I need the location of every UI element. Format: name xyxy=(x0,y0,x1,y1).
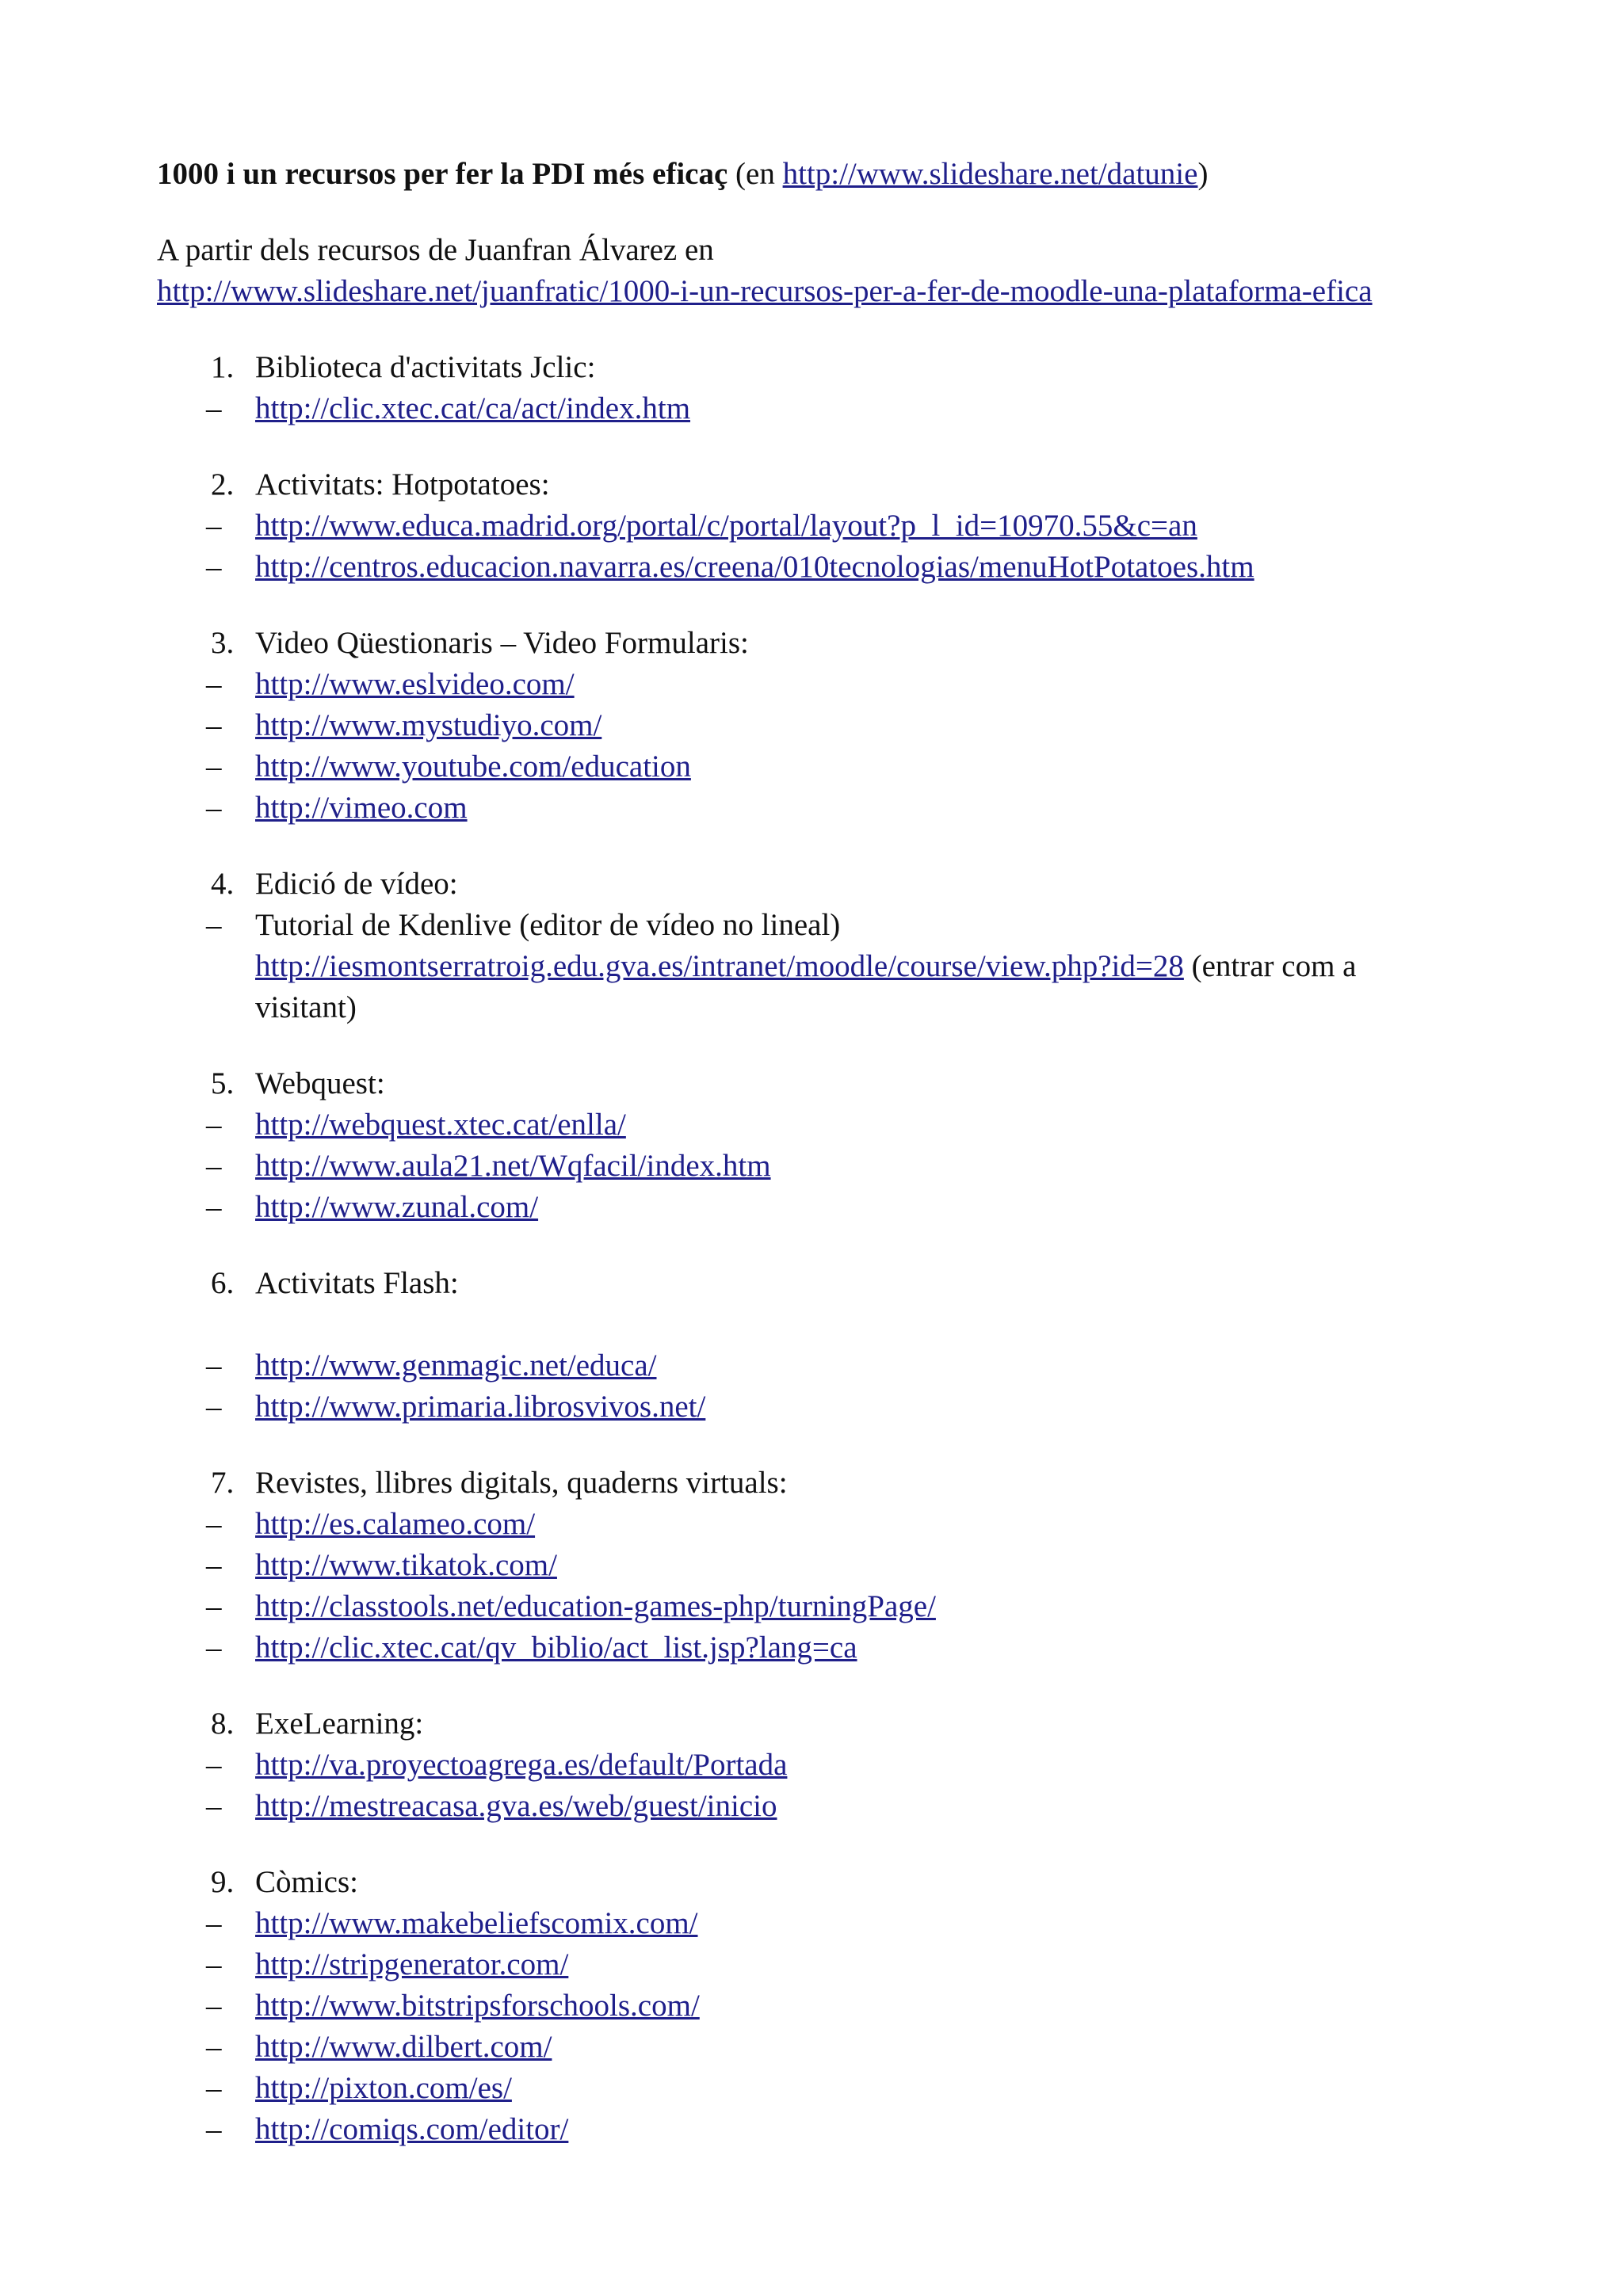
section-3 xyxy=(157,623,1552,829)
dash-bullet: – xyxy=(206,908,222,942)
resource-link[interactable]: http://www.bitstripsforschools.com/ xyxy=(255,1989,700,2023)
dash-bullet: – xyxy=(206,509,222,543)
document-content xyxy=(157,154,1552,2150)
section-number: 4. xyxy=(211,867,235,901)
title-post: ) xyxy=(1197,157,1209,191)
intro-link[interactable]: http://www.slideshare.net/juanfratic/1000-i-un-recursos-per-a-fer-de-moodle-una-plataforma-efica xyxy=(157,274,1373,308)
resource-link[interactable]: http://www.educa.madrid.org/portal/c/portal/layout?p_l_id=10970.55&c=an xyxy=(255,509,1197,543)
resource-link[interactable]: http://www.genmagic.net/educa/ xyxy=(255,1348,657,1383)
section-number: 7. xyxy=(211,1466,235,1500)
dash-bullet: – xyxy=(206,1348,222,1383)
resource-link[interactable]: http://www.zunal.com/ xyxy=(255,1190,539,1224)
section-label: ExeLearning: xyxy=(255,1707,424,1741)
dash-bullet: – xyxy=(206,1190,222,1224)
blank-line xyxy=(157,1304,1552,1345)
section-label: Revistes, llibres digitals, quaderns virtuals: xyxy=(255,1466,788,1500)
dash-bullet: – xyxy=(206,1789,222,1823)
section-number: 1. xyxy=(211,350,235,384)
resource-link[interactable]: http://mestreacasa.gva.es/web/guest/inicio xyxy=(255,1789,777,1823)
section-6 xyxy=(157,1263,1552,1428)
resource-link[interactable]: http://www.mystudiyo.com/ xyxy=(255,708,602,742)
section-number: 9. xyxy=(211,1865,235,1899)
resource-link[interactable]: http://webquest.xtec.cat/enlla/ xyxy=(255,1108,626,1142)
dash-bullet: – xyxy=(206,1507,222,1541)
dash-bullet: – xyxy=(206,791,222,825)
section-2 xyxy=(157,464,1552,588)
section-9 xyxy=(157,1862,1552,2150)
intro-text: A partir dels recursos de Juanfran Álvarez en xyxy=(157,233,714,267)
resource-link[interactable]: http://www.youtube.com/education xyxy=(255,749,691,784)
resource-link[interactable]: http://www.eslvideo.com/ xyxy=(255,667,575,701)
tutorial-link[interactable]: http://iesmontserratroig.edu.gva.es/intranet/moodle/course/view.php?id=28 xyxy=(255,949,1184,983)
resource-link[interactable]: http://www.tikatok.com/ xyxy=(255,1548,557,1582)
dash-bullet: – xyxy=(206,667,222,701)
tutorial-note: (entrar com a xyxy=(1183,949,1357,983)
tutorial-text: Tutorial de Kdenlive (editor de vídeo no lineal) xyxy=(255,908,841,942)
resource-link[interactable]: http://vimeo.com xyxy=(255,791,468,825)
dash-bullet: – xyxy=(206,1149,222,1183)
dash-bullet: – xyxy=(206,1548,222,1582)
section-label: Activitats: Hotpotatoes: xyxy=(255,467,550,502)
resource-link[interactable]: http://clic.xtec.cat/qv_biblio/act_list.jsp?lang=ca xyxy=(255,1630,857,1665)
resource-link[interactable]: http://va.proyectoagrega.es/default/Portada xyxy=(255,1748,788,1782)
section-label: Webquest: xyxy=(255,1066,385,1100)
dash-bullet: – xyxy=(206,1947,222,1981)
dash-bullet: – xyxy=(206,1989,222,2023)
section-8 xyxy=(157,1703,1552,1827)
section-number: 2. xyxy=(211,467,235,502)
dash-bullet: – xyxy=(206,1589,222,1623)
section-label: Còmics: xyxy=(255,1865,359,1899)
resource-link[interactable]: http://www.aula21.net/Wqfacil/index.htm xyxy=(255,1149,771,1183)
title-link[interactable]: http://www.slideshare.net/datunie xyxy=(782,157,1198,191)
section-number: 8. xyxy=(211,1707,235,1741)
dash-bullet: – xyxy=(206,749,222,784)
dash-bullet: – xyxy=(206,1630,222,1665)
tutorial-note-cont: visitant) xyxy=(255,990,357,1024)
section-label: Edició de vídeo: xyxy=(255,867,458,901)
section-label: Activitats Flash: xyxy=(255,1266,459,1300)
dash-bullet: – xyxy=(206,2071,222,2105)
resource-link[interactable]: http://es.calameo.com/ xyxy=(255,1507,536,1541)
resource-link[interactable]: http://comiqs.com/editor/ xyxy=(255,2112,569,2146)
section-number: 5. xyxy=(211,1066,235,1100)
resource-link[interactable]: http://classtools.net/education-games-php/turningPage/ xyxy=(255,1589,936,1623)
dash-bullet: – xyxy=(206,550,222,584)
dash-bullet: – xyxy=(206,1748,222,1782)
resource-link[interactable]: http://www.makebeliefscomix.com/ xyxy=(255,1906,698,1940)
resource-link[interactable]: http://pixton.com/es/ xyxy=(255,2071,512,2105)
dash-bullet: – xyxy=(206,708,222,742)
resource-link[interactable]: http://stripgenerator.com/ xyxy=(255,1947,569,1981)
section-1 xyxy=(157,347,1552,429)
section-5 xyxy=(157,1063,1552,1228)
title-pre: (en xyxy=(735,157,783,191)
dash-bullet: – xyxy=(206,1906,222,1940)
section-4 xyxy=(157,864,1552,1028)
resource-link[interactable]: http://www.dilbert.com/ xyxy=(255,2030,552,2064)
section-label: Video Qüestionaris – Video Formularis: xyxy=(255,626,749,660)
intro xyxy=(157,230,1552,312)
dash-bullet: – xyxy=(206,391,222,425)
section-number: 3. xyxy=(211,626,235,660)
dash-bullet: – xyxy=(206,1108,222,1142)
title-bold: 1000 i un recursos per fer la PDI més eficaç xyxy=(157,157,728,191)
dash-bullet: – xyxy=(206,2112,222,2146)
section-label: Biblioteca d'activitats Jclic: xyxy=(255,350,596,384)
section-7 xyxy=(157,1463,1552,1669)
dash-bullet: – xyxy=(206,2030,222,2064)
resource-link[interactable]: http://clic.xtec.cat/ca/act/index.htm xyxy=(255,391,691,425)
resource-link[interactable]: http://centros.educacion.navarra.es/creena/010tecnologias/menuHotPotatoes.htm xyxy=(255,550,1254,584)
section-number: 6. xyxy=(211,1266,235,1300)
resource-link[interactable]: http://www.primaria.librosvivos.net/ xyxy=(255,1390,706,1424)
document-title xyxy=(157,154,1552,195)
dash-bullet: – xyxy=(206,1390,222,1424)
